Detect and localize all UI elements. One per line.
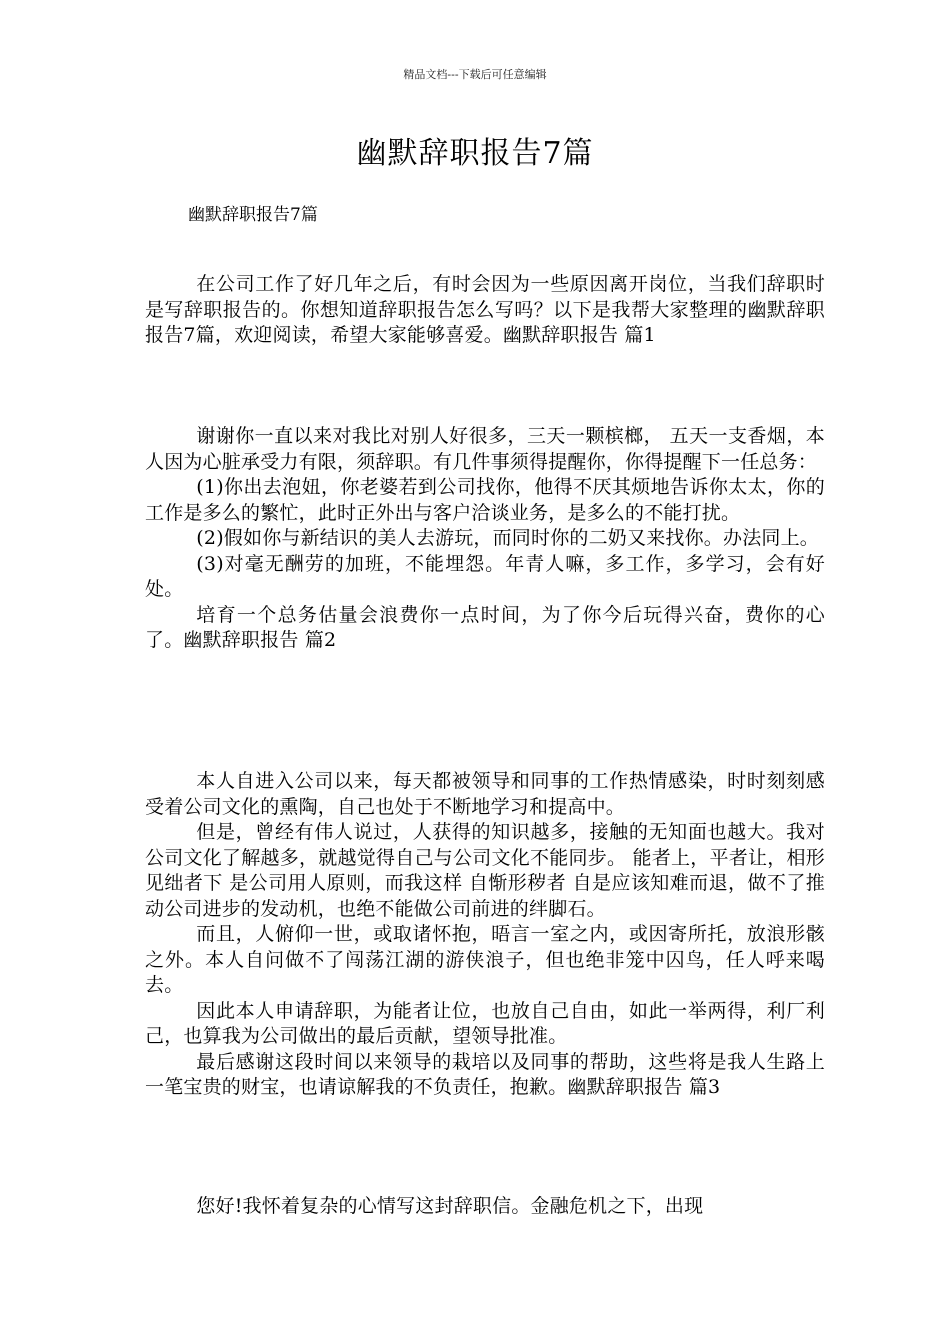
paragraph: 但是，曾经有伟人说过，人获得的知识越多，接触的无知面也越大。我对公司文化了解越多，就越觉得自己与公司文化不能同步。 能者上，平者让，相形见绌者下 是公司用人原则，而我这样 自惭形秽者 自是应该知难而退，做不了推动公司进步的发动机，也绝不能做公司前进的绊脚石。 — [145, 821, 825, 920]
section-1 — [145, 424, 825, 654]
document-subtitle: 幽默辞职报告7篇 — [188, 205, 318, 225]
paragraph: 您好!我怀着复杂的心情写这封辞职信。金融危机之下，出现 — [196, 1195, 704, 1217]
paragraph: (3)对毫无酬劳的加班，不能埋怨。年青人嘛，多工作，多学习，会有好处。 — [145, 552, 825, 600]
paragraph: 而且，人俯仰一世，或取诸怀抱，晤言一室之内，或因寄所托，放浪形骸之外。本人自问做不了闯荡江湖的游侠浪子，但也绝非笼中囚鸟，任人呼来喝去。 — [145, 923, 825, 996]
paragraph: 培育一个总务估量会浪费你一点时间，为了你今后玩得兴奋，费你的心了。幽默辞职报告 篇2 — [145, 603, 825, 651]
paragraph: (2)假如你与新结识的美人去游玩，而同时你的二奶又来找你。办法同上。 — [196, 527, 820, 549]
paragraph: 谢谢你一直以来对我比对别人好很多，三天一颗槟榔， 五天一支香烟，本人因为心脏承受力有限，须辞职。有几件事须得提醒你，你得提醒下一任总务： — [145, 425, 825, 473]
paragraph: 本人自进入公司以来，每天都被领导和同事的工作热情感染，时时刻刻感受着公司文化的熏陶，自己也处于不断地学习和提高中。 — [145, 770, 825, 818]
paragraph: (1)你出去泡妞，你老婆若到公司找你，他得不厌其烦地告诉你太太，你的工作是多么的繁忙，此时正外出与客户洽谈业务，是多么的不能打扰。 — [145, 476, 825, 524]
header-note: 精品文档---下载后可任意编辑 — [403, 68, 547, 81]
paragraph: 因此本人申请辞职，为能者让位，也放自己自由，如此一举两得，利厂利己，也算我为公司做出的最后贡献，望领导批准。 — [145, 999, 825, 1047]
section-3 — [145, 1194, 825, 1220]
paragraph: 最后感谢这段时间以来领导的栽培以及同事的帮助，这些将是我人生路上一笔宝贵的财宝，也请谅解我的不负责任，抱歉。幽默辞职报告 篇3 — [145, 1050, 825, 1098]
intro-section — [145, 272, 825, 349]
section-2 — [145, 769, 825, 1101]
paragraph: 在公司工作了好几年之后，有时会因为一些原因离开岗位，当我们辞职时是写辞职报告的。你想知道辞职报告怎么写吗？以下是我帮大家整理的幽默辞职报告7篇，欢迎阅读，希望大家能够喜爱。幽默辞职报告 篇1 — [145, 273, 825, 346]
document-title: 幽默辞职报告7篇 — [356, 136, 594, 171]
